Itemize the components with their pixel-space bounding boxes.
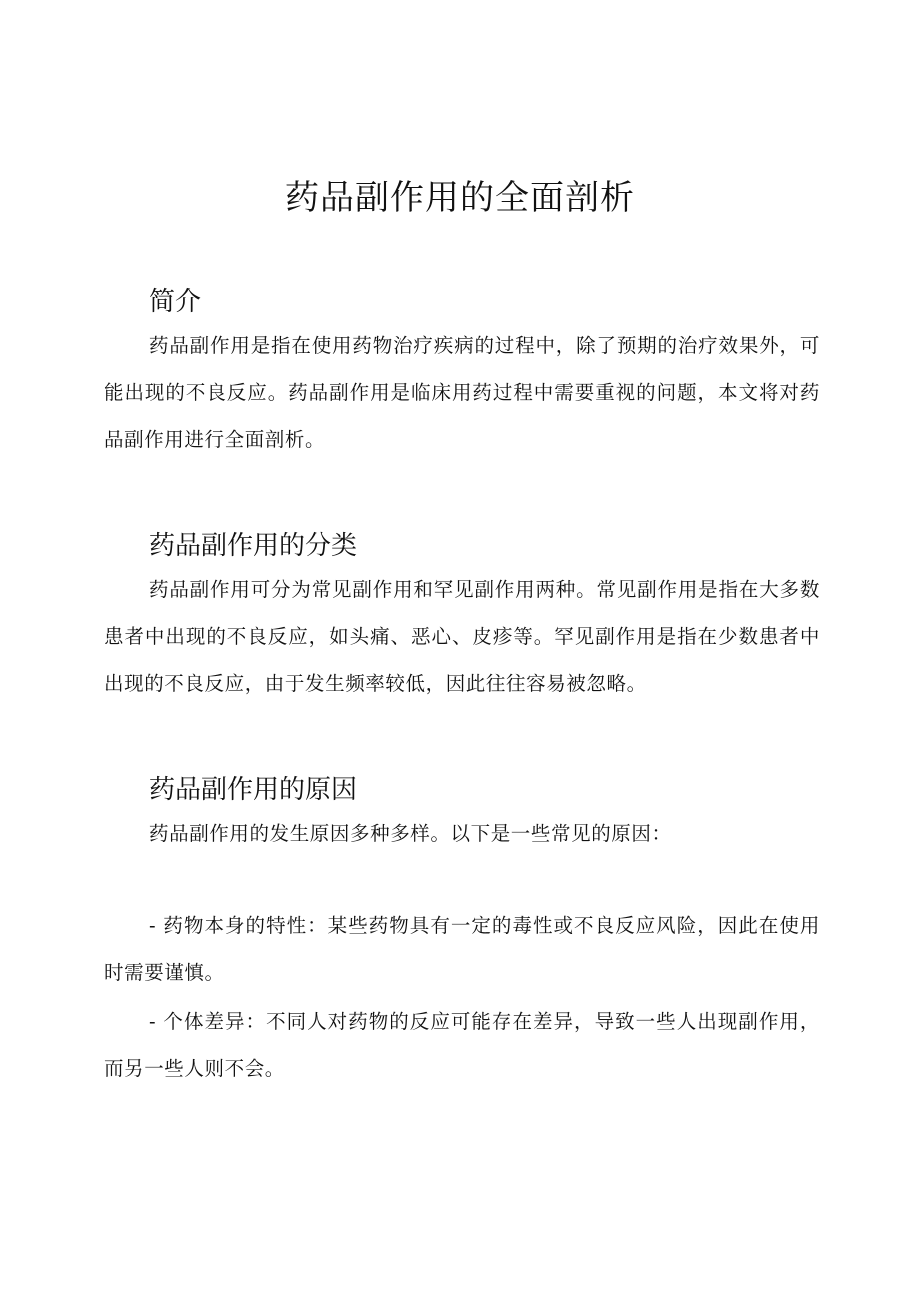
list-item: - 个体差异：不同人对药物的反应可能存在差异，导致一些人出现副作用，而另一些人则不会。 — [104, 1010, 820, 1080]
section-causes — [104, 770, 820, 1094]
section-introduction — [104, 282, 820, 463]
section-heading: 药品副作用的原因 — [149, 775, 358, 805]
section-heading: 药品副作用的分类 — [149, 531, 358, 561]
list-item: - 药物本身的特性：某些药物具有一定的毒性或不良反应风险，因此在使用时需要谨慎。 — [104, 914, 820, 984]
cause-list — [104, 902, 820, 1092]
section-paragraph: 药品副作用的发生原因多种多样。以下是一些常见的原因： — [149, 822, 672, 845]
section-paragraph: 药品副作用可分为常见副作用和罕见副作用两种。常见副作用是指在大多数患者中出现的不良反应，如头痛、恶心、皮疹等。罕见副作用是指在少数患者中出现的不良反应，由于发生频率较低，因此往往容易被忽略。 — [104, 578, 820, 695]
document-title: 药品副作用的全面剖析 — [285, 178, 635, 218]
section-classification — [104, 526, 820, 707]
section-heading: 简介 — [149, 287, 202, 317]
section-paragraph: 药品副作用是指在使用药物治疗疾病的过程中，除了预期的治疗效果外，可能出现的不良反应。药品副作用是临床用药过程中需要重视的问题，本文将对药品副作用进行全面剖析。 — [104, 334, 820, 451]
